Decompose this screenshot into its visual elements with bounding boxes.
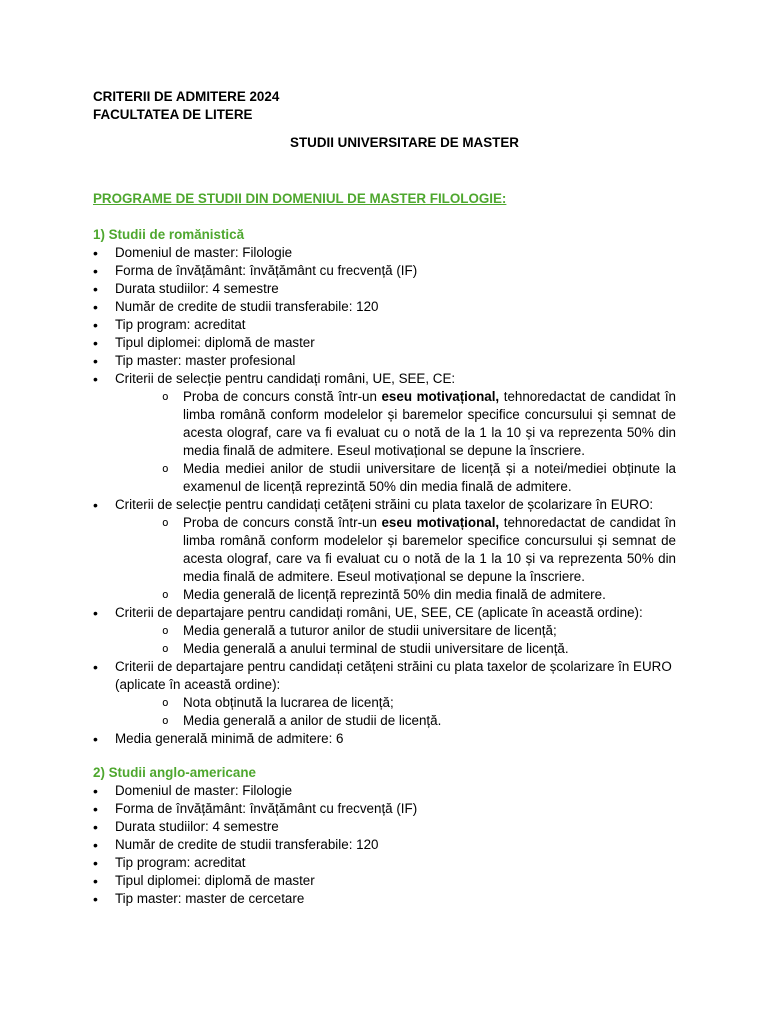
- sub-item: o Media mediei anilor de studii universitare de licență și a notei/mediei obținute la examenul de licență reprezintă 50% din media finală de admitere.: [162, 460, 676, 496]
- sub-item: [162, 514, 676, 586]
- list-item: • Durata studiilor: 4 semestre: [93, 818, 676, 836]
- sub-item: o Media generală a anilor de studii de licență.: [162, 712, 676, 730]
- document-page: [93, 88, 676, 908]
- list-item: • Forma de învățământ: învățământ cu frecvență (IF): [93, 262, 676, 280]
- list-item: • Tip master: master profesional: [93, 352, 676, 370]
- list-item: • Număr de credite de studii transferabile: 120: [93, 298, 676, 316]
- tiebreak-ro: [93, 604, 676, 658]
- program2-title: 2) Studii anglo-americane: [93, 765, 256, 780]
- emphasis-text: eseu motivațional,: [381, 515, 500, 530]
- program2-list: [93, 782, 676, 908]
- tiebreak-foreign-sublist: [115, 694, 676, 730]
- tiebreak-foreign-label: Criterii de departajare pentru candidați cetățeni străini cu plata taxelor de școlarizare în EURO (aplicate în această ordine):: [115, 659, 672, 692]
- tiebreak-ro-label: Criterii de departajare pentru candidați români, UE, SEE, CE (aplicate în această ordine):: [115, 605, 643, 620]
- sub-item: o Media generală a tuturor anilor de studii universitare de licență;: [162, 622, 676, 640]
- list-item: • Tip program: acreditat: [93, 316, 676, 334]
- criteria-foreign-sublist: [115, 514, 676, 604]
- list-item: • Tip master: master de cercetare: [93, 890, 676, 908]
- list-item: • Durata studiilor: 4 semestre: [93, 280, 676, 298]
- sub-item: o Nota obținută la lucrarea de licență;: [162, 694, 676, 712]
- sub-item-text: Proba de concurs constă într-un: [183, 389, 382, 404]
- criteria-foreign: [93, 496, 676, 604]
- list-item: • Domeniul de master: Filologie: [93, 244, 676, 262]
- tiebreak-foreign: [93, 658, 676, 730]
- min-average: • Media generală minimă de admitere: 6: [93, 730, 676, 748]
- sub-item: o Media generală a anului terminal de studii universitare de licență.: [162, 640, 676, 658]
- section-title: PROGRAME DE STUDII DIN DOMENIUL DE MASTER FILOLOGIE:: [93, 191, 507, 206]
- sub-item-text: tehnoredactat de candidat în limba română conform modelelor și baremelor specifice concursului și semnat de acesta olograf, care va fi evaluat cu o notă de la 1 la 10 și va reprezenta 50% din media finală de admitere. Eseul motivațional se depune la înscriere.: [183, 515, 676, 584]
- list-item: • Tipul diplomei: diplomă de master: [93, 872, 676, 890]
- criteria-foreign-label: Criterii de selecție pentru candidați cetățeni străini cu plata taxelor de școlarizare în EURO:: [115, 497, 654, 512]
- sub-item: [162, 388, 676, 460]
- admission-criteria-heading: CRITERII DE ADMITERE 2024: [93, 89, 280, 104]
- criteria-ro: [93, 370, 676, 496]
- emphasis-text: eseu motivațional,: [381, 389, 500, 404]
- page-title: STUDII UNIVERSITARE DE MASTER: [290, 135, 519, 150]
- tiebreak-ro-sublist: [115, 622, 676, 658]
- list-item: • Forma de învățământ: învățământ cu frecvență (IF): [93, 800, 676, 818]
- list-item: • Domeniul de master: Filologie: [93, 782, 676, 800]
- sub-item: o Media generală de licență reprezintă 50% din media finală de admitere.: [162, 586, 676, 604]
- list-item: • Tipul diplomei: diplomă de master: [93, 334, 676, 352]
- program1-title: 1) Studii de romănistică: [93, 227, 245, 242]
- sub-item-text: Proba de concurs constă într-un: [183, 515, 382, 530]
- criteria-ro-label: Criterii de selecție pentru candidați români, UE, SEE, CE:: [115, 371, 456, 386]
- list-item: • Număr de credite de studii transferabile: 120: [93, 836, 676, 854]
- sub-item-text: tehnoredactat de candidat în limba română conform modelelor și baremelor specifice concursului și semnat de acesta olograf, care va fi evaluat cu o notă de la 1 la 10 și va reprezenta 50% din media finală de admitere. Eseul motivațional se depune la înscriere.: [183, 389, 676, 458]
- criteria-ro-sublist: [115, 388, 676, 496]
- program1-list: [93, 244, 676, 748]
- faculty-heading: FACULTATEA DE LITERE: [93, 107, 253, 122]
- list-item: • Tip program: acreditat: [93, 854, 676, 872]
